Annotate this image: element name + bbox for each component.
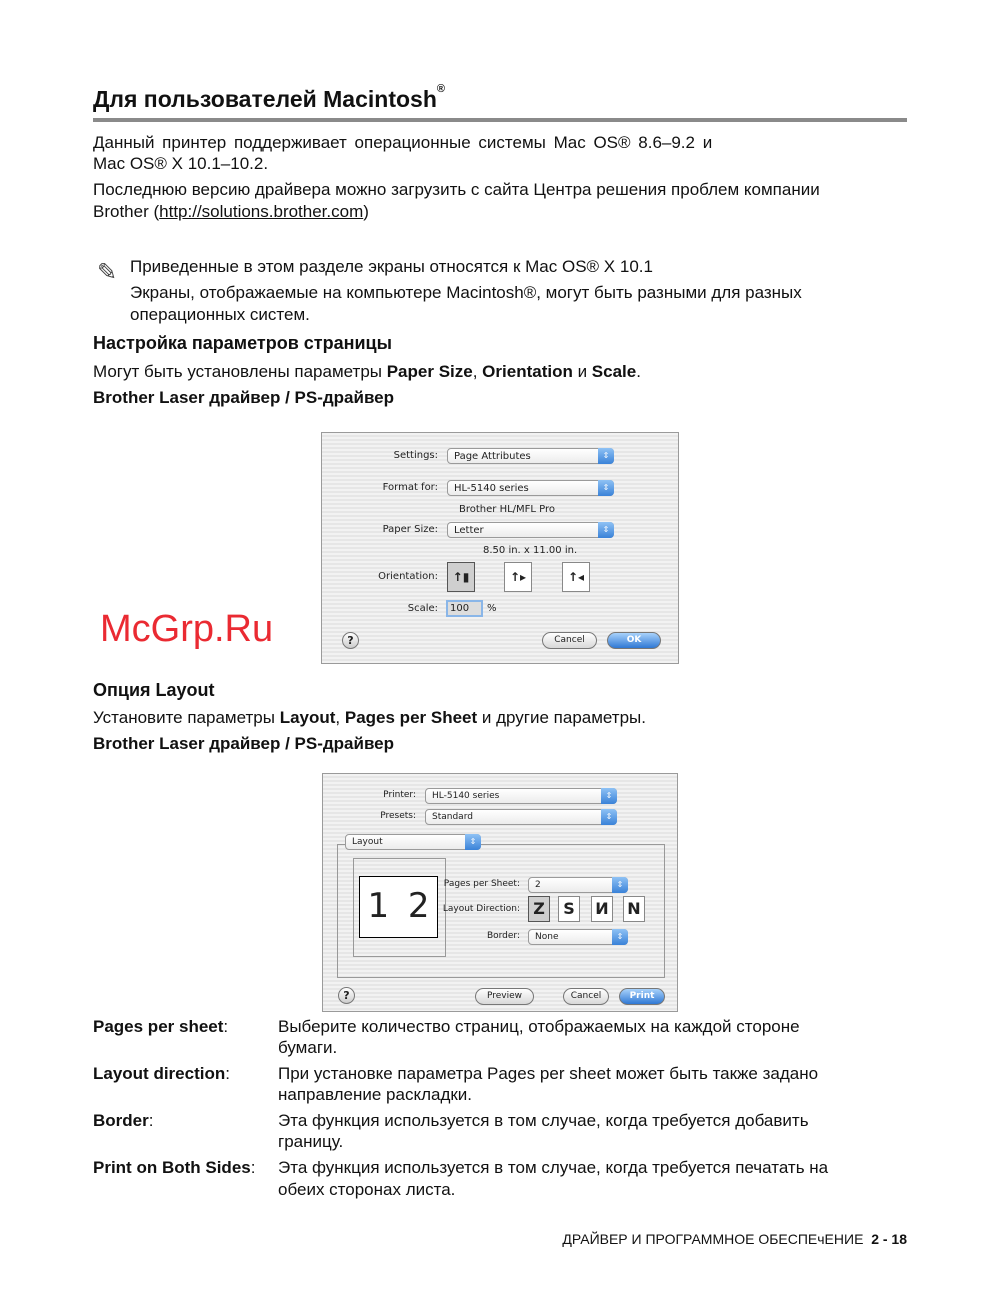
settings-popup[interactable]: Page Attributes ⇕ xyxy=(447,448,614,464)
pencil-note-icon: ✎ xyxy=(97,259,118,286)
cancel-button[interactable]: Cancel xyxy=(563,988,609,1005)
printer-label: Printer: xyxy=(383,790,416,800)
printer-description: Brother HL/MFL Pro xyxy=(459,504,556,515)
updown-arrow-icon: ⇕ xyxy=(598,448,614,464)
paper-size-popup[interactable]: Letter ⇕ xyxy=(447,522,614,538)
driver-heading: Brother Laser драйвер / PS-драйвер xyxy=(93,388,395,407)
border-label: Border: xyxy=(486,931,520,941)
section-text: Могут быть установлены параметры Paper Size, Orientation и Scale. xyxy=(93,362,641,381)
presets-label: Presets: xyxy=(380,811,416,821)
updown-arrow-icon: ⇕ xyxy=(598,480,614,496)
intro-text: Brother (http://solutions.brother.com) xyxy=(93,202,369,221)
reverse-n-direction-icon[interactable]: N xyxy=(623,896,645,922)
watermark: McGrp.Ru xyxy=(100,608,274,650)
orientation-label: Orientation: xyxy=(378,571,438,582)
settings-label: Settings: xyxy=(393,450,438,461)
format-popup[interactable]: HL-5140 series ⇕ xyxy=(447,480,614,496)
landscape-orientation-icon[interactable]: ↑▸ xyxy=(504,562,532,592)
reverse-z-direction-icon[interactable]: S xyxy=(558,896,580,922)
ok-button[interactable]: OK xyxy=(607,632,661,649)
intro-text: Mac OS® X 10.1–10.2. xyxy=(93,154,269,173)
paper-size-label: Paper Size: xyxy=(382,524,438,535)
definition-desc: направление раскладки. xyxy=(278,1085,473,1104)
page-footer: ДРАЙВЕР И ПРОГРАММНОЕ ОБЕСПЕчЕНИЕ 2 - 18 xyxy=(562,1231,907,1247)
border-popup[interactable]: None ⇕ xyxy=(528,929,628,945)
definition-term: Layout direction: xyxy=(93,1064,230,1083)
intro-text: Данный принтер поддерживает операционные системы Mac OS® 8.6–9.2 и xyxy=(93,133,713,152)
scale-unit: % xyxy=(487,603,497,614)
n-direction-icon[interactable]: И xyxy=(591,896,613,922)
reverse-landscape-orientation-icon[interactable]: ↑◂ xyxy=(562,562,590,592)
note-text: Приведенные в этом разделе экраны относятся к Mac OS® X 10.1 xyxy=(130,257,653,276)
scale-input[interactable]: 100 xyxy=(446,600,483,617)
updown-arrow-icon: ⇕ xyxy=(598,522,614,538)
presets-popup[interactable]: Standard ⇕ xyxy=(425,809,617,825)
updown-arrow-icon: ⇕ xyxy=(612,929,628,945)
updown-arrow-icon: ⇕ xyxy=(612,877,628,893)
portrait-orientation-icon[interactable]: ↑▮ xyxy=(447,562,475,592)
paper-dimensions: 8.50 in. x 11.00 in. xyxy=(483,545,578,556)
updown-arrow-icon: ⇕ xyxy=(601,809,617,825)
definition-term: Border: xyxy=(93,1111,154,1130)
definition-desc: Эта функция используется в том случае, когда требуется добавить xyxy=(278,1111,809,1130)
scale-label: Scale: xyxy=(407,603,438,614)
definition-desc: Эта функция используется в том случае, когда требуется печатать на xyxy=(278,1158,829,1177)
definition-desc: границу. xyxy=(278,1132,344,1151)
print-button[interactable]: Print xyxy=(619,988,665,1005)
z-direction-icon[interactable]: Z xyxy=(528,896,550,922)
panel-popup[interactable]: Layout ⇕ xyxy=(345,834,481,850)
print-dialog xyxy=(322,773,678,1012)
help-button[interactable]: ? xyxy=(342,632,359,649)
format-label: Format for: xyxy=(382,482,438,493)
note-text: Экраны, отображаемые на компьютере Macintosh®, могут быть разными для разных xyxy=(130,283,802,302)
printer-popup[interactable]: HL-5140 series ⇕ xyxy=(425,788,617,804)
pages-per-sheet-popup[interactable]: 2 ⇕ xyxy=(528,877,628,893)
intro-text: Последнюю версию драйвера можно загрузить с сайта Центра решения проблем компании xyxy=(93,180,820,199)
layout-direction-label: Layout Direction: xyxy=(442,904,520,914)
section-heading: Опция Layout xyxy=(93,680,215,700)
pages-per-sheet-label: Pages per Sheet: xyxy=(443,879,520,889)
preview-button[interactable]: Preview xyxy=(475,988,534,1005)
help-button[interactable]: ? xyxy=(338,987,355,1004)
definition-desc: обеих сторонах листа. xyxy=(278,1180,456,1199)
definition-desc: Выберите количество страниц, отображаемых на каждой стороне xyxy=(278,1017,800,1036)
page-setup-dialog xyxy=(321,432,679,664)
definition-desc: При установке параметра Pages per sheet может быть также задано xyxy=(278,1064,819,1083)
section-heading: Настройка параметров страницы xyxy=(93,333,392,353)
driver-heading: Brother Laser драйвер / PS-драйвер xyxy=(93,734,395,753)
title-rule xyxy=(93,118,907,122)
solutions-link[interactable]: http://solutions.brother.com xyxy=(159,202,364,221)
cancel-button[interactable]: Cancel xyxy=(542,632,597,649)
note-text: операционных систем. xyxy=(130,305,310,324)
page-title: Для пользователей Macintosh® xyxy=(93,83,445,112)
section-text: Установите параметры Layout, Pages per Sheet и другие параметры. xyxy=(93,708,646,727)
definition-term: Pages per sheet: xyxy=(93,1017,229,1036)
layout-preview-paper: 1 2 xyxy=(359,876,438,938)
definition-term: Print on Both Sides: xyxy=(93,1158,256,1177)
definition-desc: бумаги. xyxy=(278,1038,338,1057)
updown-arrow-icon: ⇕ xyxy=(601,788,617,804)
updown-arrow-icon: ⇕ xyxy=(465,834,481,850)
